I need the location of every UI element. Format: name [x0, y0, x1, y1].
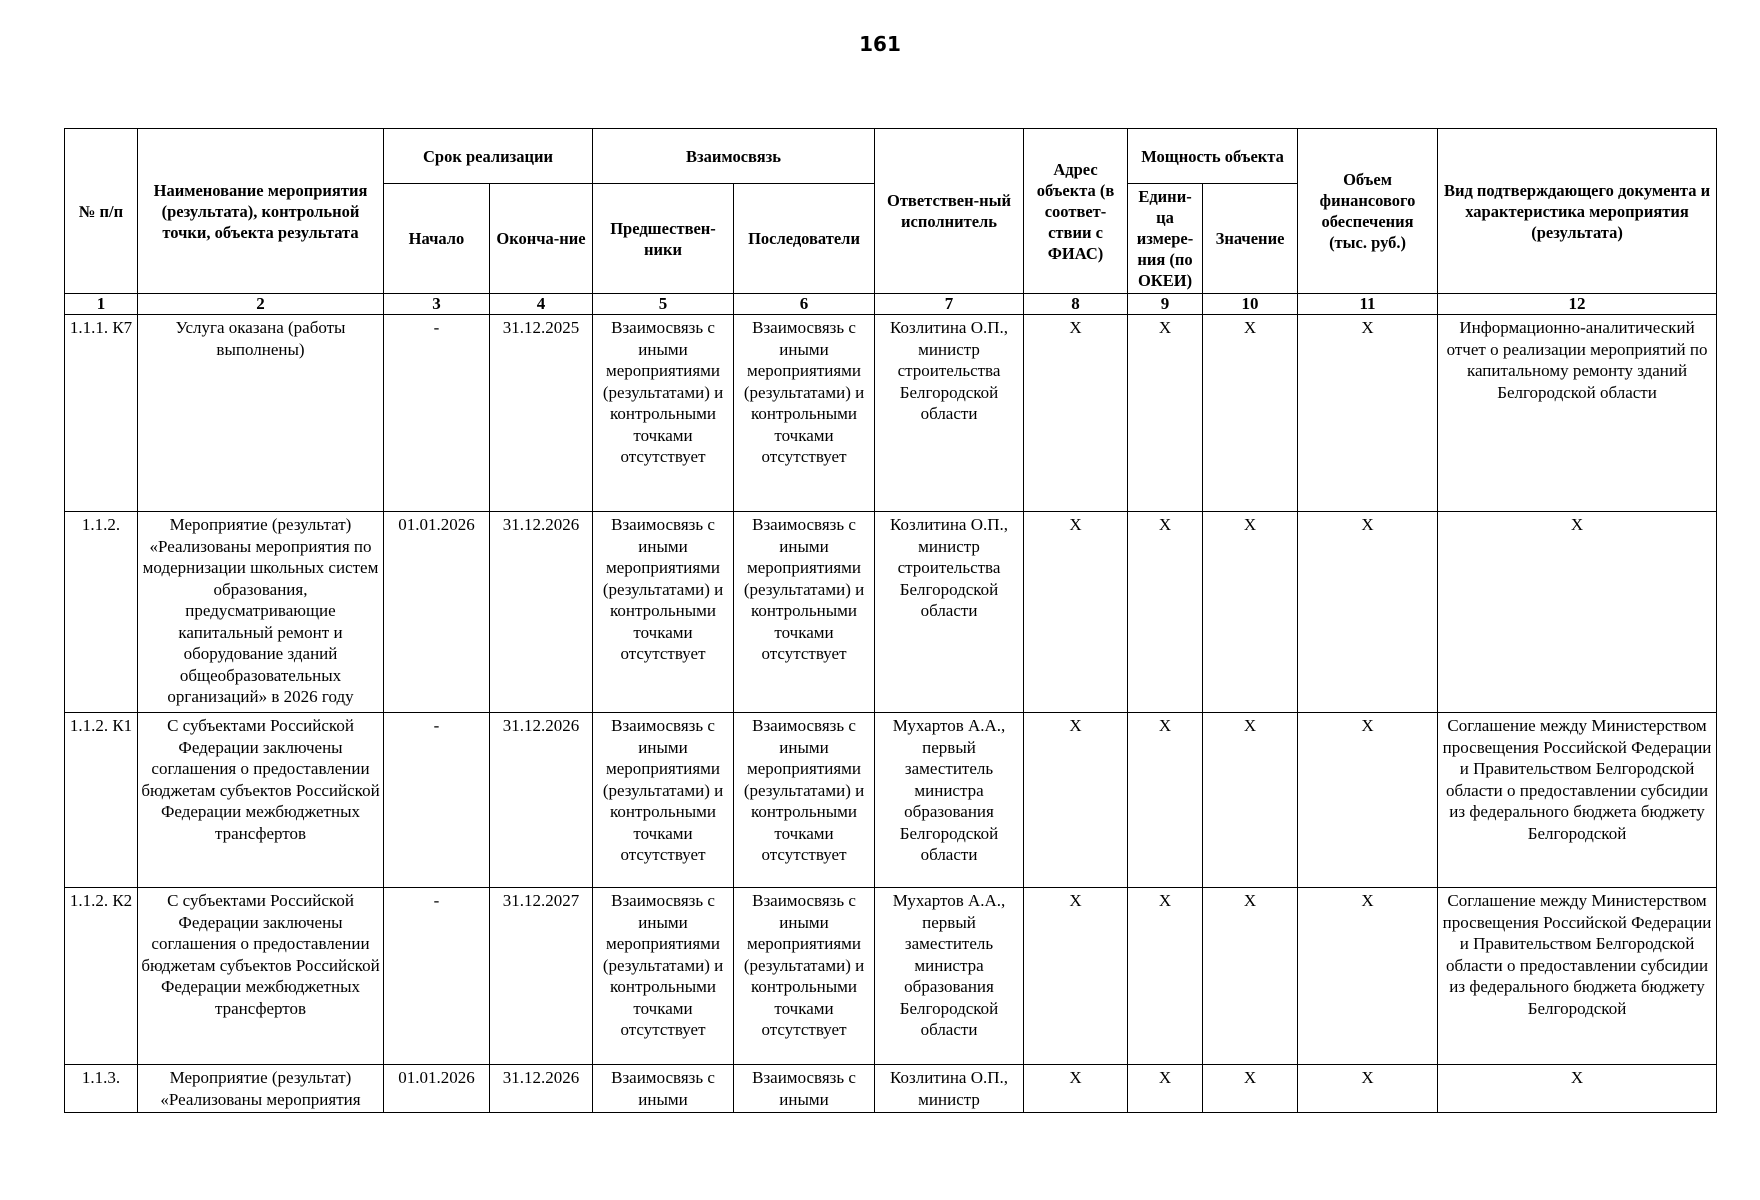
cell-end: 31.12.2025 [490, 315, 593, 512]
cell-value: X [1203, 713, 1298, 888]
header-responsible: Ответствен-ный исполнитель [875, 129, 1024, 294]
cell-value: X [1203, 512, 1298, 713]
table-row [65, 888, 1717, 1065]
col-number: 3 [384, 294, 490, 315]
cell-finance: X [1298, 315, 1438, 512]
cell-address: X [1024, 315, 1128, 512]
cell-responsible: Козлитина О.П., министр строительства Белгородской области [875, 512, 1024, 713]
cell-name: С субъектами Российской Федерации заключены соглашения о предоставлении бюджетам субъектов Российской Федерации межбюджетных трансфертов [138, 888, 384, 1065]
cell-end: 31.12.2026 [490, 512, 593, 713]
header-start: Начало [384, 184, 490, 294]
cell-finance: X [1298, 713, 1438, 888]
cell-unit: X [1128, 512, 1203, 713]
cell-responsible: Мухартов А.А., первый заместитель министра образования Белгородской области [875, 713, 1024, 888]
cell-name: С субъектами Российской Федерации заключены соглашения о предоставлении бюджетам субъектов Российской Федерации межбюджетных трансфертов [138, 713, 384, 888]
cell-predecessors: Взаимосвязь с иными мероприятиями (результатами) и контрольными точками отсутствует [593, 713, 734, 888]
cell-num: 1.1.1. К7 [65, 315, 138, 512]
cell-end: 31.12.2027 [490, 888, 593, 1065]
cell-start: 01.01.2026 [384, 512, 490, 713]
cell-predecessors: Взаимосвязь с иными [593, 1065, 734, 1113]
col-number: 5 [593, 294, 734, 315]
cell-doc: X [1438, 1065, 1717, 1113]
cell-value: X [1203, 1065, 1298, 1113]
cell-name: Мероприятие (результат) «Реализованы мероприятия [138, 1065, 384, 1113]
cell-name: Услуга оказана (работы выполнены) [138, 315, 384, 512]
cell-unit: X [1128, 888, 1203, 1065]
column-number-row [65, 294, 1717, 315]
cell-num: 1.1.2. [65, 512, 138, 713]
cell-unit: X [1128, 1065, 1203, 1113]
cell-successors: Взаимосвязь с иными мероприятиями (результатами) и контрольными точками отсутствует [734, 512, 875, 713]
cell-predecessors: Взаимосвязь с иными мероприятиями (результатами) и контрольными точками отсутствует [593, 315, 734, 512]
cell-responsible: Козлитина О.П., министр строительства Белгородской области [875, 315, 1024, 512]
header-num: № п/п [65, 129, 138, 294]
cell-name: Мероприятие (результат) «Реализованы мероприятия по модернизации школьных систем образования, предусматривающие капитальный ремонт и оборудование зданий общеобразовательных организаций» в 2026 году [138, 512, 384, 713]
header-predecessors: Предшествен-ники [593, 184, 734, 294]
cell-doc: X [1438, 512, 1717, 713]
header-successors: Последователи [734, 184, 875, 294]
header-end: Оконча-ние [490, 184, 593, 294]
cell-end: 31.12.2026 [490, 1065, 593, 1113]
header-name: Наименование мероприятия (результата), контрольной точки, объекта результата [138, 129, 384, 294]
cell-successors: Взаимосвязь с иными мероприятиями (результатами) и контрольными точками отсутствует [734, 315, 875, 512]
header-capacity: Мощность объекта [1128, 129, 1298, 184]
cell-finance: X [1298, 512, 1438, 713]
header-relation: Взаимосвязь [593, 129, 875, 184]
cell-num: 1.1.2. К2 [65, 888, 138, 1065]
cell-doc: Соглашение между Министерством просвещения Российской Федерации и Правительством Белгородской области о предоставлении субсидии из федерального бюджета бюджету Белгородской [1438, 713, 1717, 888]
cell-address: X [1024, 888, 1128, 1065]
cell-finance: X [1298, 1065, 1438, 1113]
col-number: 9 [1128, 294, 1203, 315]
cell-address: X [1024, 512, 1128, 713]
plan-table [64, 128, 1717, 1113]
col-number: 6 [734, 294, 875, 315]
table-row [65, 713, 1717, 888]
col-number: 4 [490, 294, 593, 315]
col-number: 7 [875, 294, 1024, 315]
col-number: 10 [1203, 294, 1298, 315]
cell-responsible: Козлитина О.П., министр [875, 1065, 1024, 1113]
cell-successors: Взаимосвязь с иными мероприятиями (результатами) и контрольными точками отсутствует [734, 888, 875, 1065]
cell-start: 01.01.2026 [384, 1065, 490, 1113]
header-doc: Вид подтверждающего документа и характеристика мероприятия (результата) [1438, 129, 1717, 294]
header-unit: Едини-ца измере-ния (по ОКЕИ) [1128, 184, 1203, 294]
cell-value: X [1203, 315, 1298, 512]
cell-address: X [1024, 1065, 1128, 1113]
cell-start: - [384, 315, 490, 512]
header-address: Адрес объекта (в соответ-ствии с ФИАС) [1024, 129, 1128, 294]
col-number: 2 [138, 294, 384, 315]
cell-successors: Взаимосвязь с иными [734, 1065, 875, 1113]
cell-finance: X [1298, 888, 1438, 1065]
header-value: Значение [1203, 184, 1298, 294]
page-number: 161 [859, 32, 901, 56]
table-row [65, 315, 1717, 512]
col-number: 12 [1438, 294, 1717, 315]
cell-start: - [384, 713, 490, 888]
cell-successors: Взаимосвязь с иными мероприятиями (результатами) и контрольными точками отсутствует [734, 713, 875, 888]
col-number: 1 [65, 294, 138, 315]
cell-unit: X [1128, 315, 1203, 512]
cell-doc: Информационно-аналитический отчет о реализации мероприятий по капитальному ремонту зданий Белгородской области [1438, 315, 1717, 512]
cell-start: - [384, 888, 490, 1065]
cell-address: X [1024, 713, 1128, 888]
header-finance: Объем финансового обеспечения (тыс. руб.) [1298, 129, 1438, 294]
table-row [65, 1065, 1717, 1113]
col-number: 11 [1298, 294, 1438, 315]
cell-predecessors: Взаимосвязь с иными мероприятиями (результатами) и контрольными точками отсутствует [593, 512, 734, 713]
cell-unit: X [1128, 713, 1203, 888]
cell-end: 31.12.2026 [490, 713, 593, 888]
cell-value: X [1203, 888, 1298, 1065]
cell-num: 1.1.3. [65, 1065, 138, 1113]
header-term: Срок реализации [384, 129, 593, 184]
cell-num: 1.1.2. К1 [65, 713, 138, 888]
cell-predecessors: Взаимосвязь с иными мероприятиями (результатами) и контрольными точками отсутствует [593, 888, 734, 1065]
table-row [65, 512, 1717, 713]
cell-doc: Соглашение между Министерством просвещения Российской Федерации и Правительством Белгородской области о предоставлении субсидии из федерального бюджета бюджету Белгородской [1438, 888, 1717, 1065]
cell-responsible: Мухартов А.А., первый заместитель министра образования Белгородской области [875, 888, 1024, 1065]
col-number: 8 [1024, 294, 1128, 315]
